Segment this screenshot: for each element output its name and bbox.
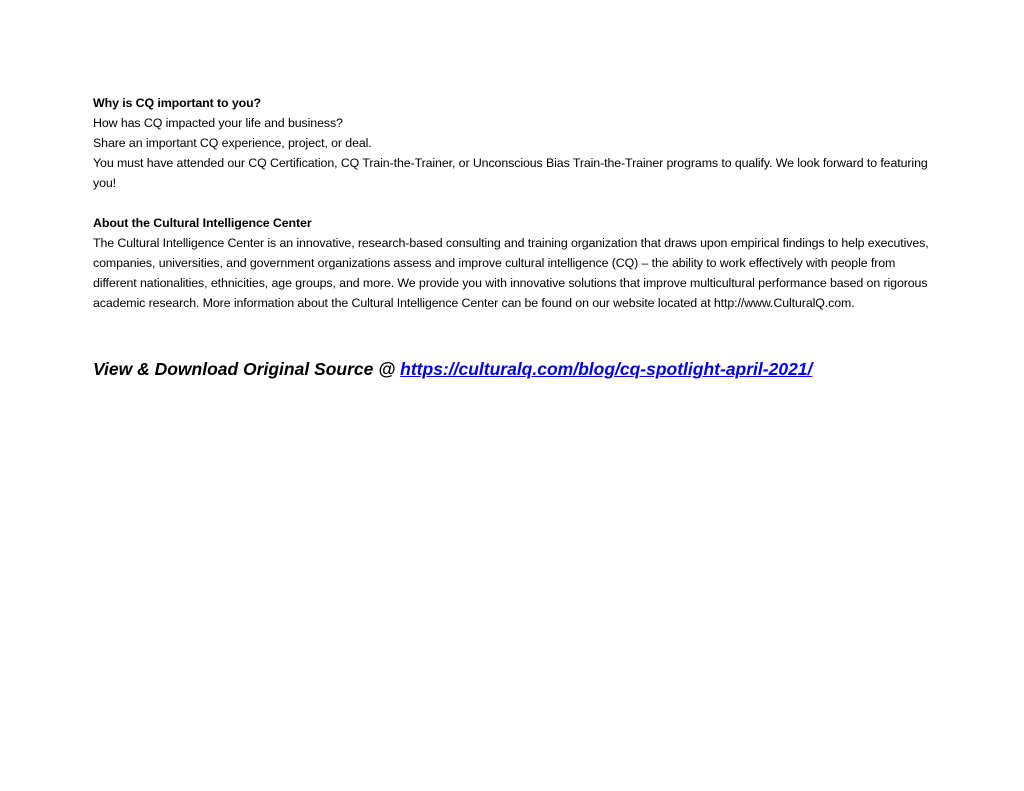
cq-importance-section	[93, 93, 933, 193]
about-section-heading: About the Cultural Intelligence Center	[93, 216, 312, 230]
cq-qualification-note: You must have attended our CQ Certification, CQ Train-the-Trainer, or Unconscious Bias Train-the-Trainer programs to qualify. We look forward to featuring you!	[93, 156, 928, 190]
cq-question-impact: How has CQ impacted your life and business?	[93, 116, 343, 130]
source-line	[93, 357, 812, 381]
section-gap	[93, 193, 933, 213]
about-section-paragraph: The Cultural Intelligence Center is an innovative, research-based consulting and training organization that draws upon empirical findings to help executives, companies, universities, and government organizations assess and improve cultural intelligence (CQ) – the ability to work effectively with people from different nationalities, ethnicities, age groups, and more. We provide you with innovative solutions that improve multicultural performance based on rigorous academic research. More information about the Cultural Intelligence Center can be found on our website located at http://www.CulturalQ.com.	[93, 236, 929, 310]
document-body	[93, 93, 933, 313]
about-section	[93, 213, 933, 313]
cq-section-heading: Why is CQ important to you?	[93, 96, 262, 110]
source-prefix: View & Download Original Source @	[93, 359, 401, 379]
source-link[interactable]: https://culturalq.com/blog/cq-spotlight-april-2021/	[400, 359, 813, 379]
cq-question-experience: Share an important CQ experience, project, or deal.	[93, 136, 372, 150]
